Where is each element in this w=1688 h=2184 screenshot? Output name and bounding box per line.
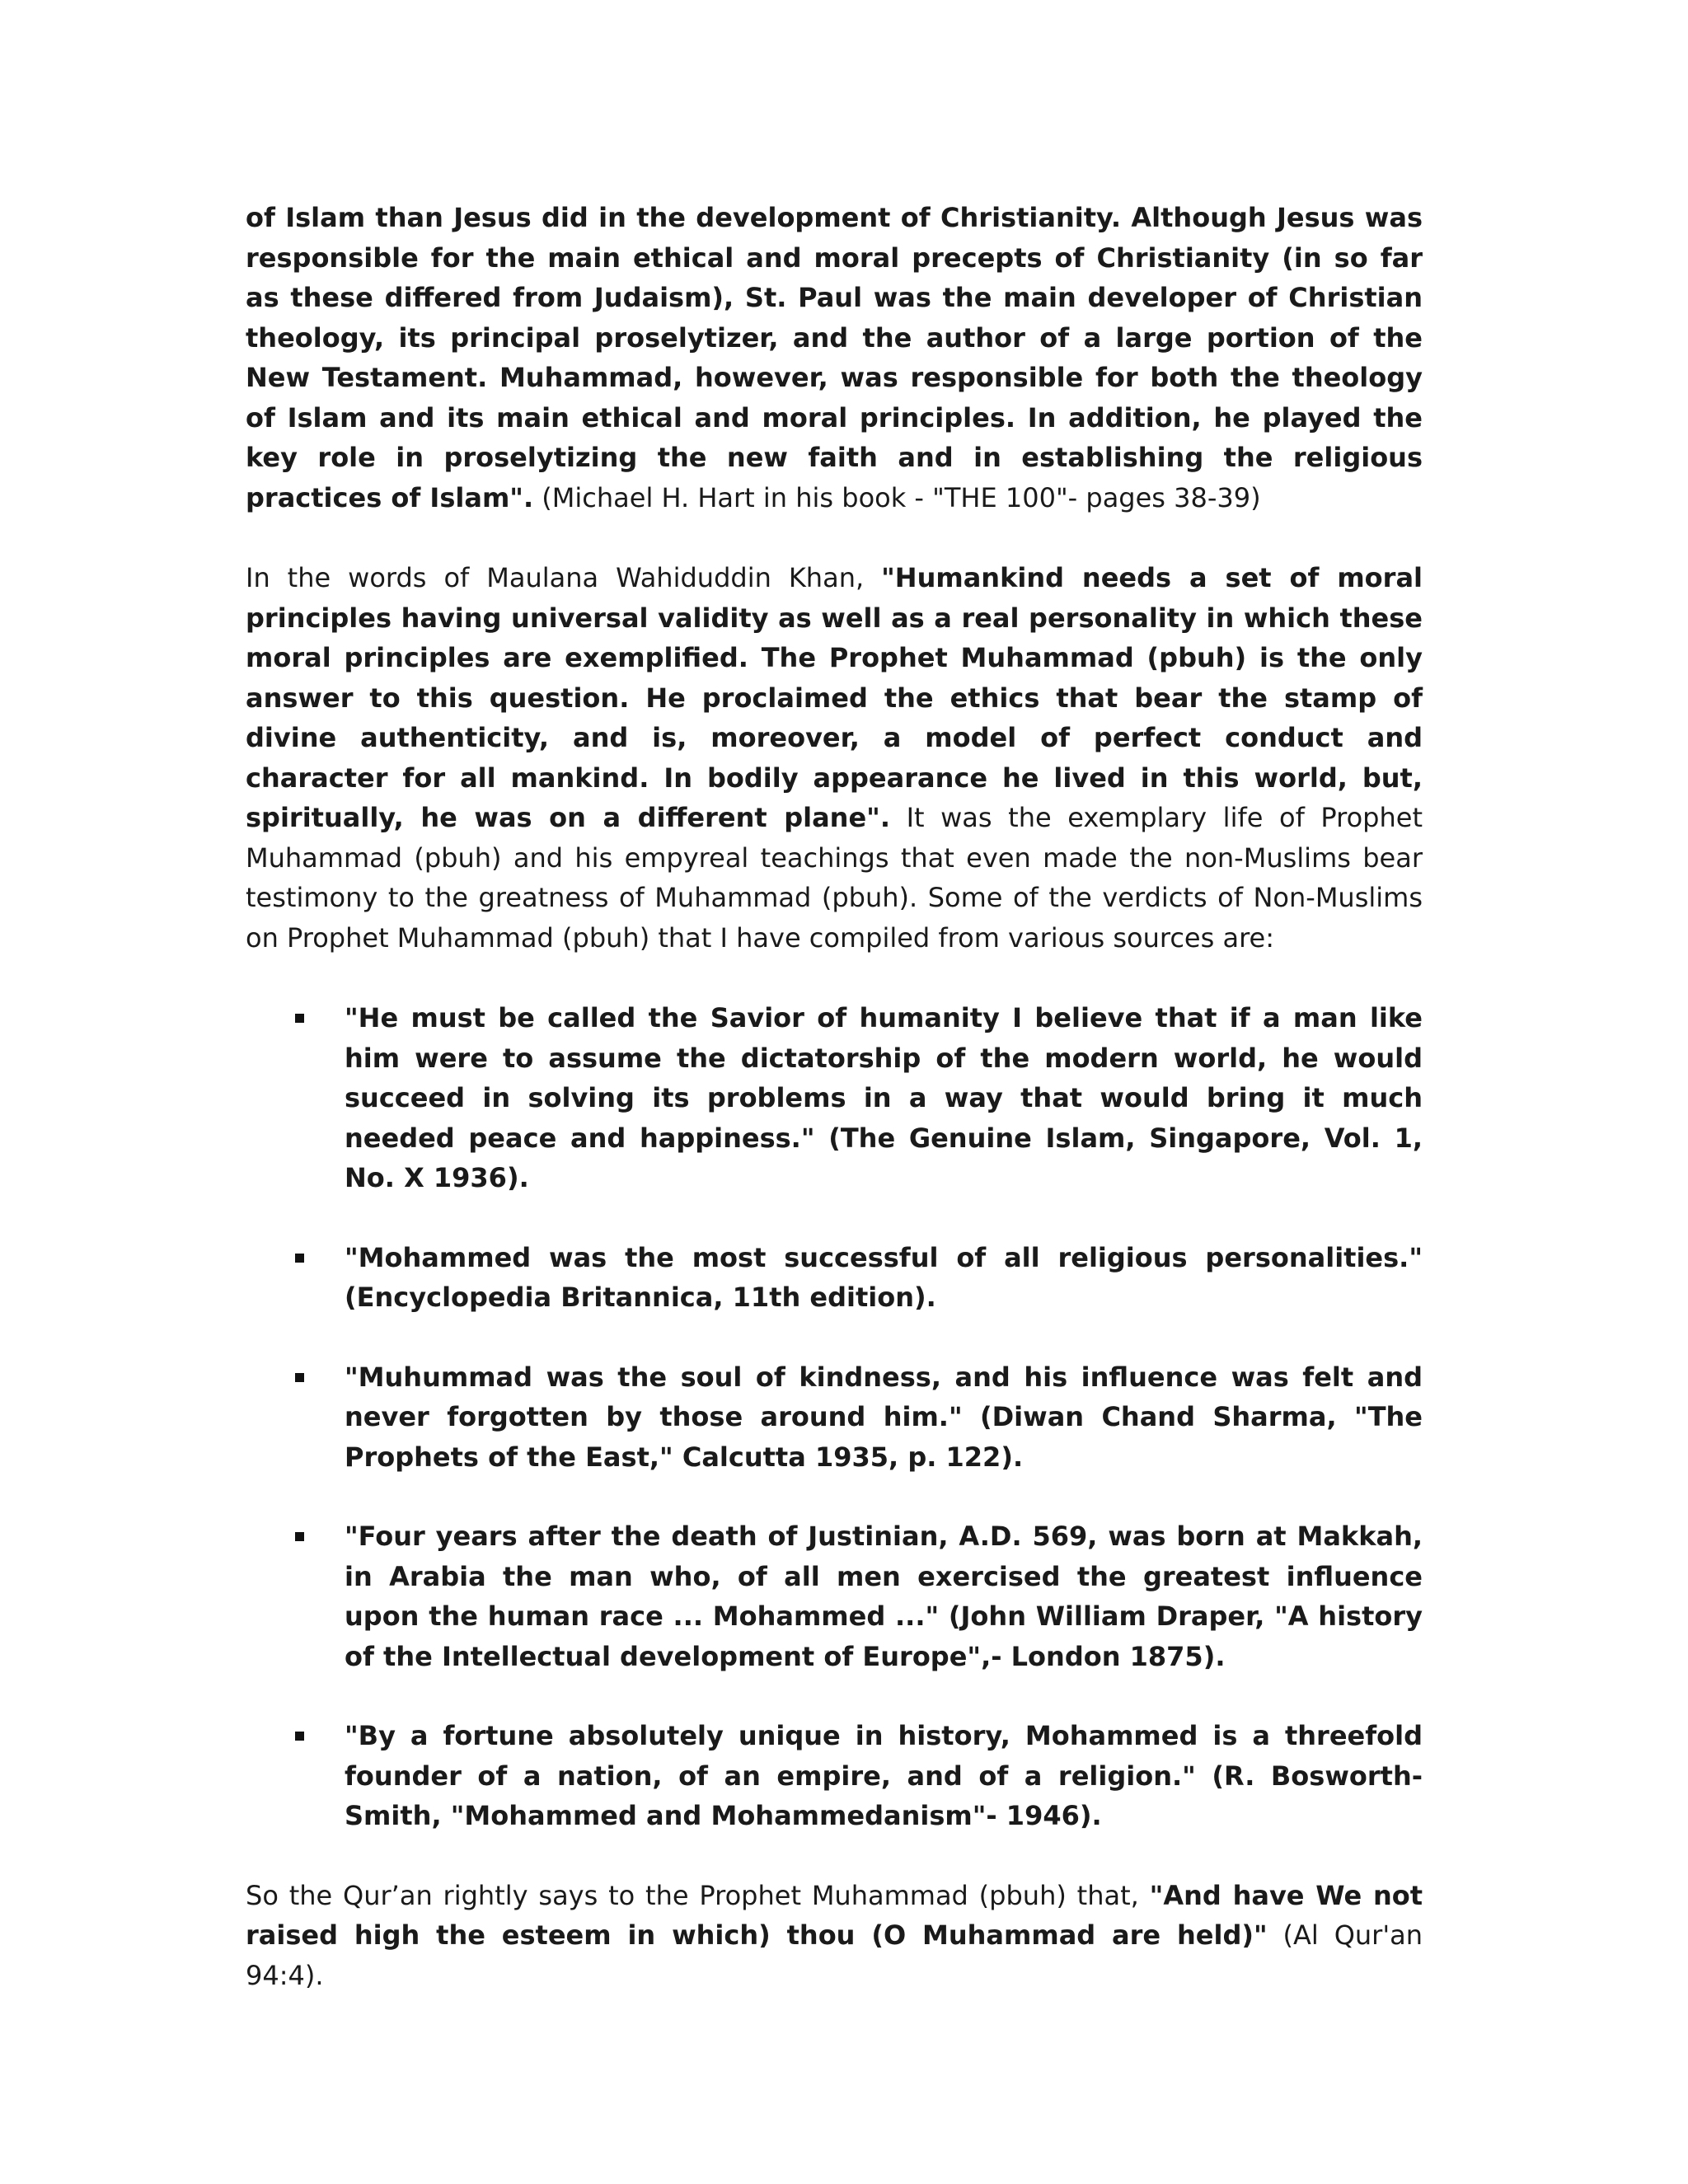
list-item xyxy=(246,998,1423,1198)
paragraph-quran-conclusion xyxy=(246,1876,1423,1996)
paragraph-spacer xyxy=(246,518,1423,558)
quote-text: "Mohammed was the most successful of all religious personalities." (Encyclopedia Britannica, 11th edition). xyxy=(345,1241,1423,1313)
list-item xyxy=(246,1716,1423,1836)
quran-quote-bold-text: "And have We not raised high the esteem in which) thou (O Muhammad are held)" xyxy=(246,1879,1423,1951)
quote-text: "He must be called the Savior of humanity I believe that if a man like him were to assume the dictatorship of the modern world, he would succeed in solving its problems in a way that would bring it much needed peace and happiness." (The Genuine Islam, Singapore, Vol. 1, No. X 1936). xyxy=(345,1002,1423,1193)
quote-text: "By a fortune absolutely unique in history, Mohammed is a threefold founder of a nation, of an empire, and of a religion." (R. Bosworth-Smith, "Mohammed and Mohammedanism"- 1946). xyxy=(345,1720,1423,1831)
square-bullet-icon xyxy=(295,1532,304,1541)
paragraph-wahiduddin-khan xyxy=(246,558,1423,958)
document-page xyxy=(246,198,1423,1995)
wahiduddin-followup: It was the exemplary life of Prophet Muhammad (pbuh) and his empyreal teachings that even made the non-Muslims bear testimony to the greatness of Muhammad (pbuh). Some of the verdicts of Non-Muslims on Prophet Muhammad (pbuh) that I have compiled from various sources are: xyxy=(246,802,1423,954)
hart-quote-bold-text: of Islam than Jesus did in the development of Christianity. Although Jesus was responsible for the main ethical and moral precepts of Christianity (in so far as these differed from Judaism), St. Paul was the main developer of Christian theology, its principal proselytizer, and the author of a large portion of the New Testament. Muhammad, however, was responsible for both the theology of Islam and its main ethical and moral principles. In addition, he played the key role in proselytizing the new faith and in establishing the religious practices of Islam". xyxy=(246,202,1423,513)
square-bullet-icon xyxy=(295,1732,304,1741)
paragraph-hart-quote xyxy=(246,198,1423,518)
quran-intro: So the Qur’an rightly says to the Prophet Muhammad (pbuh) that, xyxy=(246,1879,1150,1911)
square-bullet-icon xyxy=(295,1254,304,1263)
list-item xyxy=(246,1238,1423,1318)
list-item xyxy=(246,1516,1423,1676)
square-bullet-icon xyxy=(295,1373,304,1382)
list-item xyxy=(246,1357,1423,1478)
quote-text: "Four years after the death of Justinian, A.D. 569, was born at Makkah, in Arabia the man who, of all men exercised the greatest influence upon the human race ... Mohammed ..." (John William Draper, "A history of the Intellectual development of Europe",- London 1875). xyxy=(345,1521,1423,1672)
quran-citation: (Al Qur'an 94:4). xyxy=(246,1919,1423,1991)
wahiduddin-quote-bold-text: "Humankind needs a set of moral principles having universal validity as well as a real personality in which these moral principles are exemplified. The Prophet Muhammad (pbuh) is the only answer to this question. He proclaimed the ethics that bear the stamp of divine authenticity, and is, moreover, a model of perfect conduct and character for all mankind. In bodily appearance he lived in this world, but, spiritually, he was on a different plane". xyxy=(246,562,1423,833)
quote-text: "Muhummad was the soul of kindness, and his influence was felt and never forgotten by those around him." (Diwan Chand Sharma, "The Prophets of the East," Calcutta 1935, p. 122). xyxy=(345,1361,1423,1473)
verdicts-list xyxy=(246,998,1423,1836)
square-bullet-icon xyxy=(295,1014,304,1023)
wahiduddin-intro: In the words of Maulana Wahiduddin Khan, xyxy=(246,562,882,593)
hart-citation: (Michael H. Hart in his book - "THE 100"- pages 38-39) xyxy=(533,481,1261,513)
